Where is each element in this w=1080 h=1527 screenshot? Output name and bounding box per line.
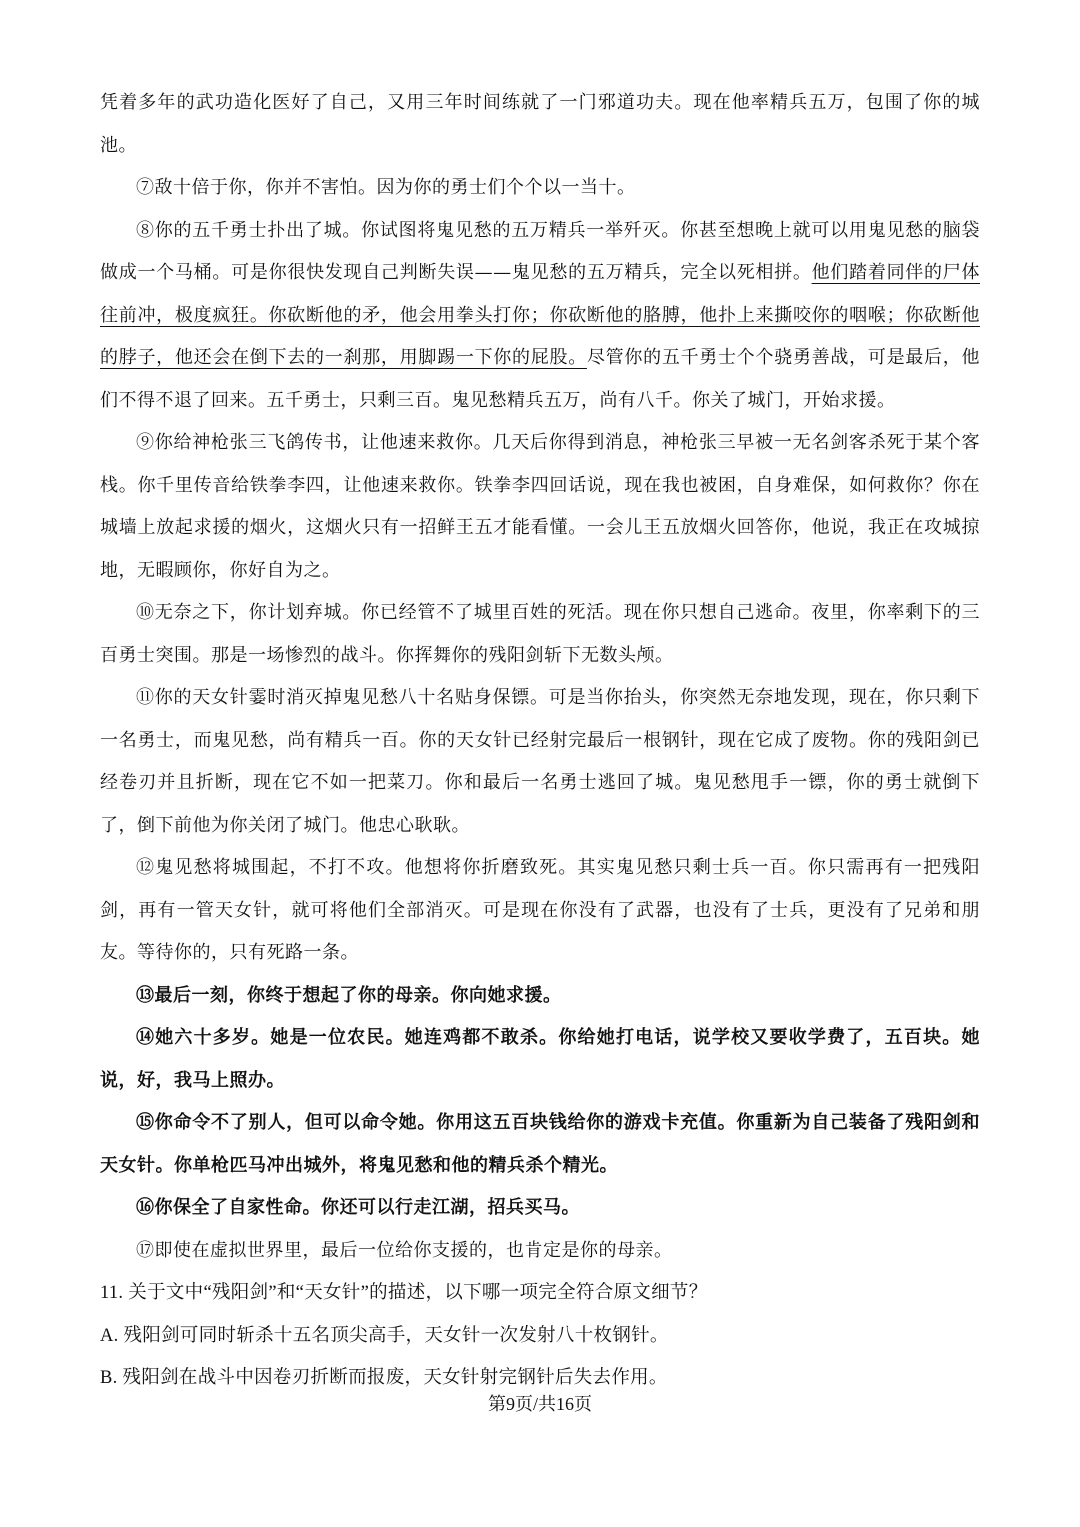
paragraph-8-after: 尽管你的五千勇士个个骁勇善战，可是最后，他们不得不退了回来。五千勇士，只剩三百。鬼见愁精兵五万，尚有八千。你关了城门，开始求援。 — [100, 347, 981, 411]
paragraph-continuation: 凭着多年的武功造化医好了自己，又用三年时间练就了一门邪道功夫。现在他率精兵五万，包围了你的城池。 — [100, 92, 980, 156]
paragraph-8 — [100, 210, 980, 423]
underlined-passage: 他们踏着同伴的尸体往前冲，极度疯狂。你砍断他的矛，他会用拳头打你；你砍断他的胳膊，他扑上来撕咬你的咽喉；你砍断他的脖子，他还会在倒下去的一刹那，用脚踢一下你的屁股。 — [100, 262, 981, 368]
paragraph-9: ⑨你给神枪张三飞鸽传书，让他速来救你。几天后你得到消息，神枪张三早被一无名剑客杀死于某个客栈。你千里传音给铁拳李四，让他速来救你。铁拳李四回话说，现在我也被困，自身难保，如何救你？你在城墙上放起求援的烟火，这烟火只有一招鲜王五才能看懂。一会儿王五放烟火回答你，他说，我正在攻城掠地，无暇顾你，你好自为之。 — [100, 432, 980, 581]
option-b-label: B. — [100, 1368, 118, 1388]
paragraph-11: ⑪你的天女针霎时消灭掉鬼见愁八十名贴身保镖。可是当你抬头，你突然无奈地发现，现在，你只剩下一名勇士，而鬼见愁，尚有精兵一百。你的天女针已经射完最后一根钢针，现在它成了废物。你的残阳剑已经卷刃并且折断，现在它不如一把菜刀。你和最后一名勇士逃回了城。鬼见愁甩手一镖，你的勇士就倒下了，倒下前他为你关闭了城门。他忠心耿耿。 — [100, 687, 980, 836]
paragraph-15: ⑮你命令不了别人，但可以命令她。你用这五百块钱给你的游戏卡充值。你重新为自己装备了残阳剑和天女针。你单枪匹马冲出城外，将鬼见愁和他的精兵杀个精光。 — [100, 1112, 980, 1176]
paragraph-14: ⑭她六十多岁。她是一位农民。她连鸡都不敢杀。你给她打电话，说学校又要收学费了，五百块。她说，好，我马上照办。 — [100, 1027, 980, 1091]
option-a — [100, 1315, 980, 1358]
paragraph-12: ⑫鬼见愁将城围起，不打不攻。他想将你折磨致死。其实鬼见愁只剩士兵一百。你只需再有一把残阳剑，再有一管天女针，就可将他们全部消灭。可是现在你没有了武器，也没有了士兵，更没有了兄弟和朋友。等待你的，只有死路一条。 — [100, 857, 980, 963]
paragraph-13: ⑬最后一刻，你终于想起了你的母亲。你向她求援。 — [136, 984, 562, 1006]
paragraph-8-before: ⑧你的五千勇士扑出了城。你试图将鬼见愁的五万精兵一举歼灭。你甚至想晚上就可以用鬼见愁的脑袋做成一个马桶。可是你很快发现自己判断失误——鬼见愁的五万精兵，完全以死相拼。 — [100, 219, 980, 283]
question-stem: 11. 关于文中“残阳剑”和“天女针”的描述，以下哪一项完全符合原文细节？ — [100, 1283, 708, 1303]
paragraph-10: ⑩无奈之下，你计划弃城。你已经管不了城里百姓的死活。现在你只想自己逃命。夜里，你率剩下的三百勇士突围。那是一场惨烈的战斗。你挥舞你的残阳剑斩下无数头颅。 — [100, 602, 980, 666]
option-a-label: A. — [100, 1325, 119, 1346]
paragraph-16: ⑯你保全了自家性命。你还可以行走江湖，招兵买马。 — [136, 1197, 580, 1218]
paragraph-7: ⑦敌十倍于你，你并不害怕。因为你的勇士们个个以一当十。 — [136, 177, 636, 198]
page-footer: 第9页/共16页 — [487, 1394, 592, 1414]
option-a-text: 残阳剑可同时斩杀十五名顶尖高手，天女针一次发射八十枚钢针。 — [123, 1325, 669, 1346]
paragraph-17: ⑰即使在虚拟世界里，最后一位给你支援的，也肯定是你的母亲。 — [136, 1239, 673, 1261]
option-b-text: 残阳剑在战斗中因卷刃折断而报废，天女针射完钢针后失去作用。 — [122, 1368, 668, 1388]
